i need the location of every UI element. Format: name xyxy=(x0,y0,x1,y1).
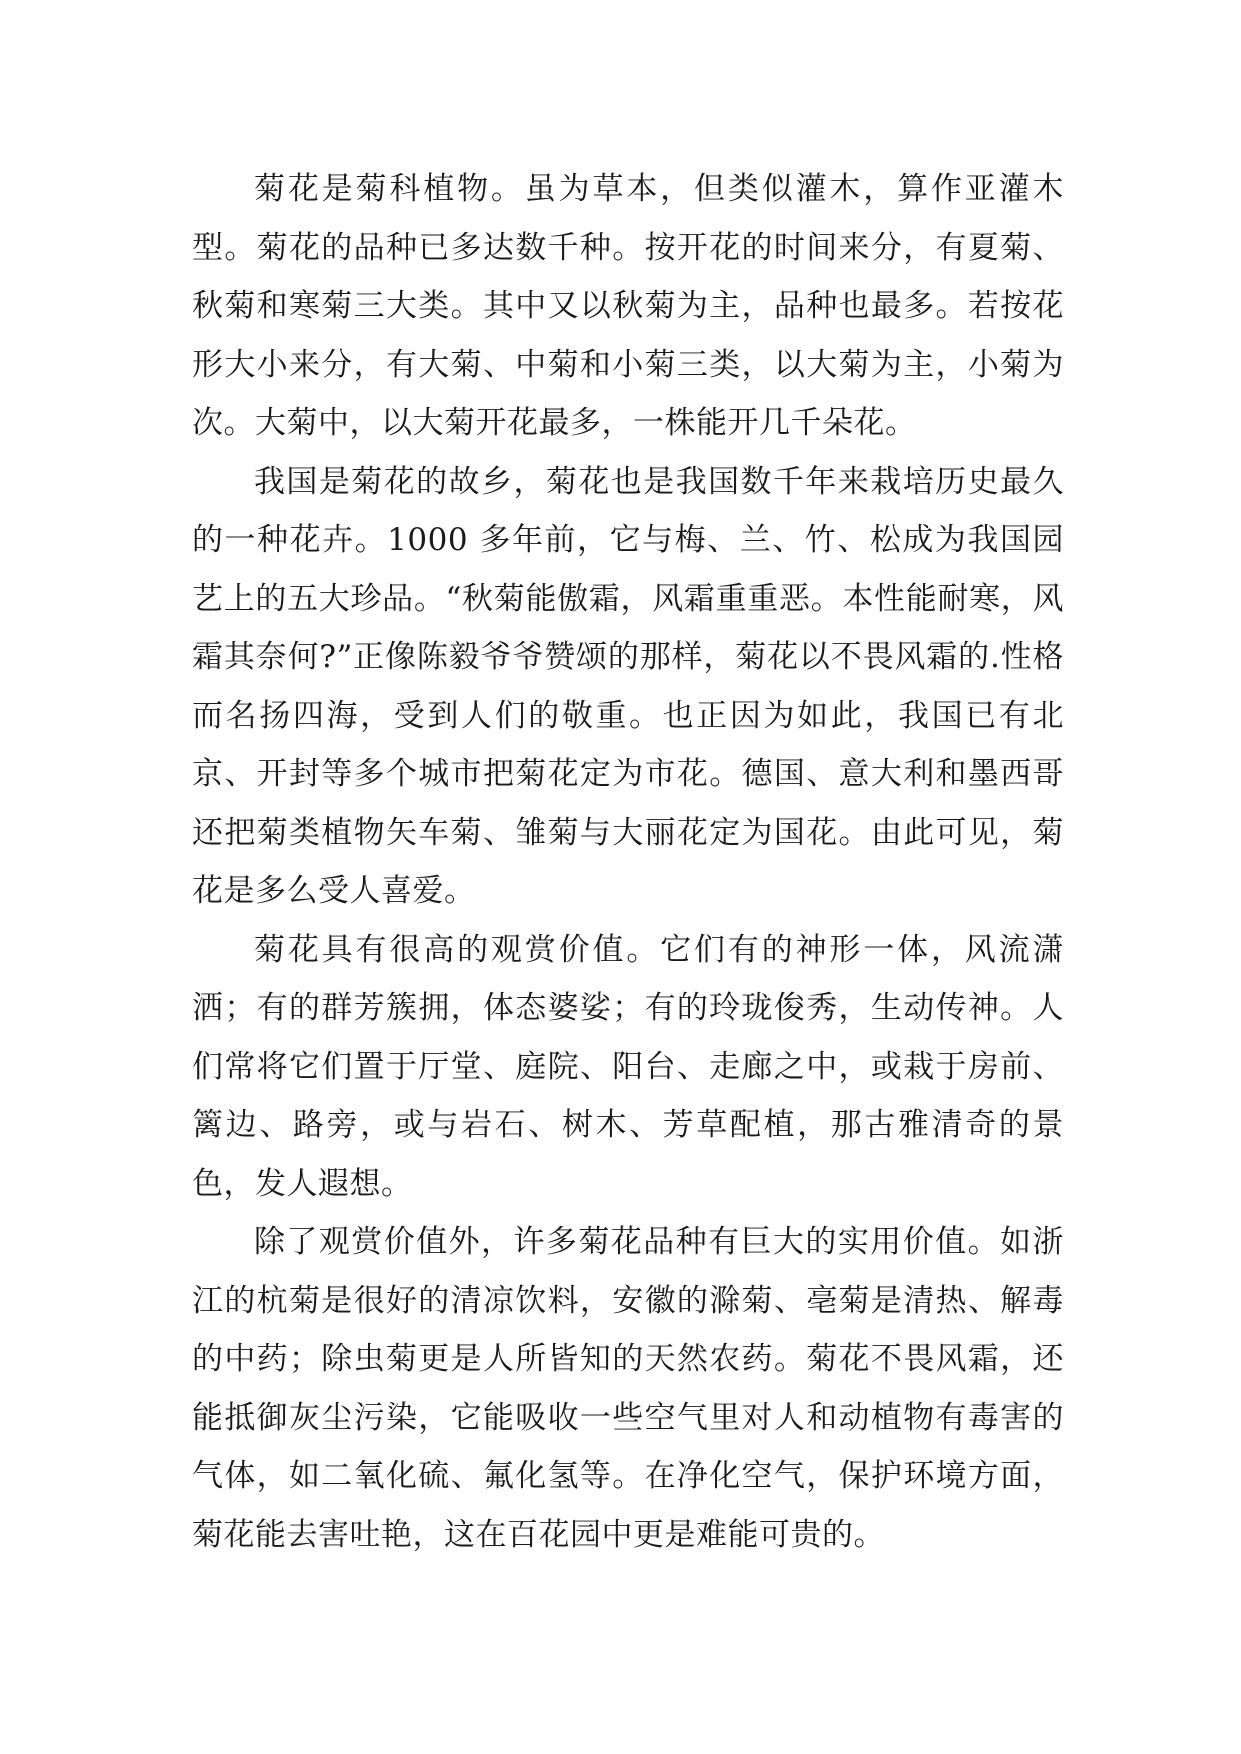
paragraph-1: 菊花是菊科植物。虽为草本，但类似灌木，算作亚灌木型。菊花的品种已多达数千种。按开花的时间来分，有夏菊、秋菊和寒菊三大类。其中又以秋菊为主，品种也最多。若按花形大小来分，有大菊、中菊和小菊三类，以大菊为主，小菊为次。大菊中，以大菊开花最多，一株能开几千朵花。 xyxy=(192,171,1064,441)
paragraph-2: 我国是菊花的故乡，菊花也是我国数千年来栽培历史最久的一种花卉。1000 多年前，它与梅、兰、竹、松成为我国园艺上的五大珍品。“秋菊能傲霜，风霜重重恶。本性能耐寒，风霜其奈何?”正像陈毅爷爷赞颂的那样，菊花以不畏风霜的.性格而名扬四海，受到人们的敬重。也正因为如此，我国已有北京、开封等多个城市把菊花定为市花。德国、意大利和墨西哥还把菊类植物矢车菊、雏菊与大丽花定为国花。由此可见，菊花是多么受人喜爱。 xyxy=(192,463,1064,909)
paragraph-4: 除了观赏价值外，许多菊花品种有巨大的实用价值。如浙江的杭菊是很好的清凉饮料，安徽的滁菊、亳菊是清热、解毒的中药；除虫菊更是人所皆知的天然农药。菊花不畏风霜，还能抵御灰尘污染，它能吸收一些空气里对人和动植物有毒害的气体，如二氧化硫、氟化氢等。在净化空气，保护环境方面，菊花能去害吐艳，这在百花园中更是难能可贵的。 xyxy=(192,1224,1064,1553)
paragraph-3: 菊花具有很高的观赏价值。它们有的神形一体，风流潇洒；有的群芳簇拥，体态婆娑；有的玲珑俊秀，生动传神。人们常将它们置于厅堂、庭院、阳台、走廊之中，或栽于房前、篱边、路旁，或与岩石、树木、芳草配植，那古雅清奇的景色，发人遐想。 xyxy=(192,931,1064,1202)
body-text xyxy=(192,160,1064,1564)
